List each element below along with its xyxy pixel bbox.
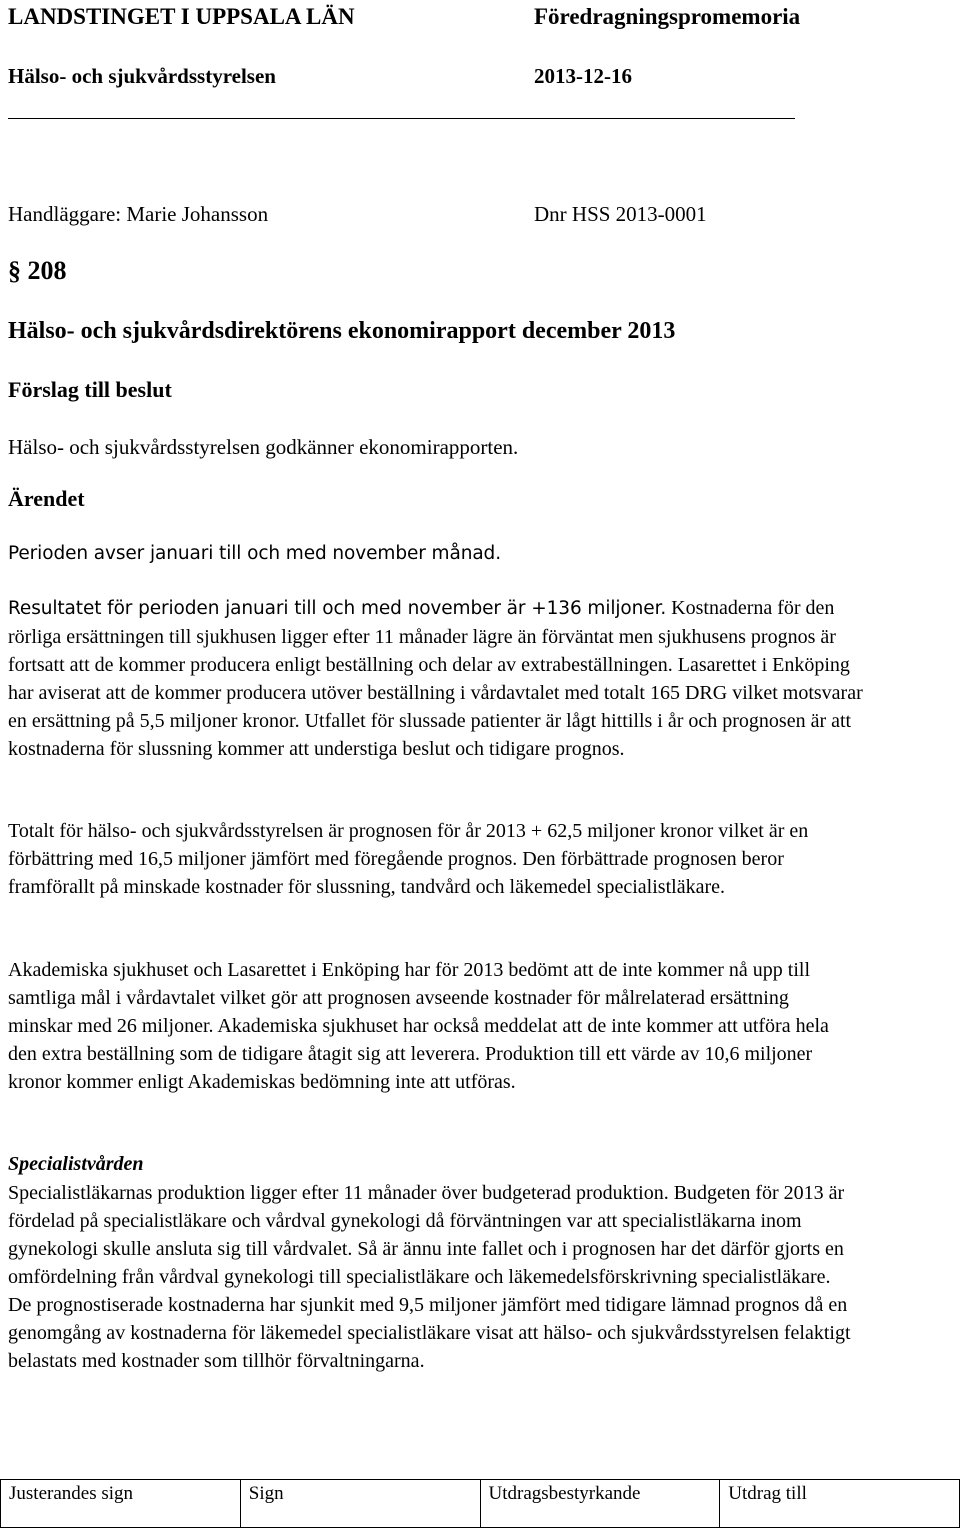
- specialist-heading: Specialistvården: [8, 1153, 144, 1175]
- document-date: 2013-12-16: [534, 64, 632, 88]
- page-title: Hälso- och sjukvårdsdirektörens ekonomirapport december 2013: [8, 318, 676, 344]
- footer-cell-sign: Sign: [240, 1480, 480, 1528]
- org-name: LANDSTINGET I UPPSALA LÄN: [8, 4, 355, 29]
- result-text-2: Lasarettet i Enköping har aviserat att de kommer producera utöver beställning i vårdavtalet med totalt 165 DRG vilket motsvarar en ersättning på 5,5 miljoner kronor.: [8, 654, 863, 732]
- footer-cell-utdragsbestyrkande: Utdragsbestyrkande: [480, 1480, 720, 1528]
- result-paragraph: [8, 594, 868, 763]
- handler: Handläggare: Marie Johansson: [8, 202, 269, 226]
- proposal-text: Hälso- och sjukvårdsstyrelsen godkänner ekonomirapporten.: [8, 435, 519, 459]
- result-text-1: Kostnaderna för den rörliga ersättningen till sjukhusen ligger efter 11 månader lägre än förväntat men sjukhusens prognos är fortsatt att de kommer producera enligt beställning och delar av extrabeställningen.: [8, 597, 836, 676]
- signature-table: [0, 1479, 960, 1528]
- footer-cell-utdrag-till: Utdrag till: [720, 1480, 960, 1528]
- board-name: Hälso- och sjukvårdsstyrelsen: [8, 64, 276, 88]
- period-text: Perioden avser januari till och med november månad.: [8, 543, 501, 564]
- matter-heading: Ärendet: [8, 486, 85, 511]
- header-divider: [8, 118, 795, 119]
- result-lead: Resultatet för perioden januari till och med november är +136 miljoner.: [8, 598, 667, 619]
- result-text-3: Utfallet för slussade patienter är lågt hittills i år och prognosen är att kostnaderna för slussning kommer att understiga beslut och tidigare prognos.: [8, 710, 852, 760]
- paragraph-number: § 208: [8, 256, 67, 285]
- specialist-paragraph: Specialistläkarnas produktion ligger efter 11 månader över budgeterad produktion. Budgeten för 2013 är fördelad på specialistläkare och vårdval gynekologi då förväntningen var att specialistläkarna inom gynekologi skulle ansluta sig till vårdvalet. Så är ännu inte fallet och i prognosen har det därför gjorts en omfördelning från vårdval gynekologi till specialistläkare och läkemedelsförskrivning specialistläkare. De prognostiserade kostnaderna har sjunkit med 9,5 miljoner jämfört med tidigare lämnad prognos då en genomgång av kostnaderna för läkemedel specialistläkare visat att hälso- och sjukvårdsstyrelsen felaktigt belastats med kostnader som tillhör förvaltningarna.: [8, 1182, 851, 1372]
- registration-number: Dnr HSS 2013-0001: [534, 202, 707, 226]
- total-paragraph: Totalt för hälso- och sjukvårdsstyrelsen är prognosen för år 2013 + 62,5 miljoner kronor vilket är en förbättring med 16,5 miljoner jämfört med föregående prognos. Den förbättrade prognosen beror framförallt på minskade kostnader för slussning, tandvård och läkemedel specialistläkare.: [8, 820, 809, 898]
- document-type: Föredragningspromemoria: [534, 4, 801, 29]
- akademiska-paragraph: Akademiska sjukhuset och Lasarettet i Enköping har för 2013 bedömt att de inte kommer nå upp till samtliga mål i vårdavtalet vilket gör att prognosen avseende kostnader för målrelaterad ersättning minskar med 26 miljoner. Akademiska sjukhuset har också meddelat att de inte kommer att utföra hela den extra beställning som de tidigare åtagit sig att leverera. Produktion till ett värde av 10,6 miljoner kronor kommer enligt Akademiskas bedömning inte att utföras.: [8, 959, 829, 1093]
- proposal-heading: Förslag till beslut: [8, 377, 172, 402]
- footer-cell-justerandes-sign: Justerandes sign: [1, 1480, 241, 1528]
